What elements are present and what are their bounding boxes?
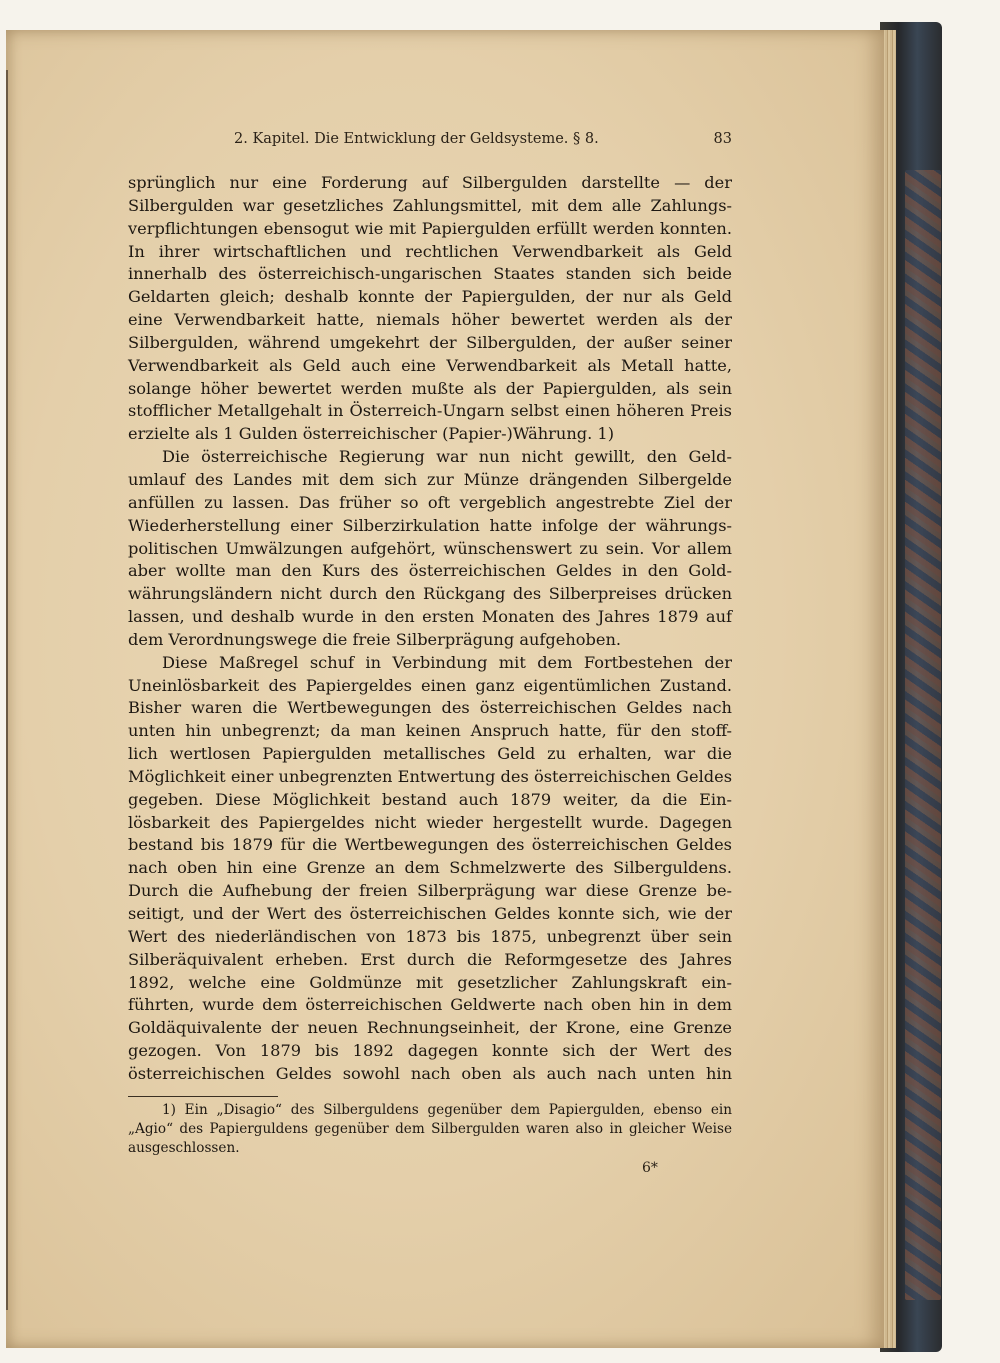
text-line: Diese Maßregel schuf in Verbindung mit dem Fortbestehen der: [162, 652, 732, 672]
marbled-cover: [905, 170, 941, 1300]
text-line: nach oben hin eine Grenze an dem Schmelzwerte des Silberguldens.: [128, 858, 732, 878]
footnote-line: ausgeschlossen.: [128, 1140, 240, 1156]
page-number: 83: [713, 131, 732, 147]
text-line: bestand bis 1879 für die Wertbewegungen des österreichischen Geldes: [128, 835, 732, 855]
text-line: Uneinlösbarkeit des Papiergeldes einen ganz eigentümlichen Zustand.: [128, 675, 732, 695]
text-line: dem Verordnungswege die freie Silberprägung aufgehoben.: [128, 629, 622, 649]
body-text: [128, 172, 732, 1086]
text-line: unten hin unbegrenzt; da man keinen Anspruch hatte, für den stoff-: [128, 721, 732, 741]
text-line: solange höher bewertet werden mußte als der Papiergulden, als sein: [128, 378, 732, 398]
text-line: Geldarten gleich; deshalb konnte der Papiergulden, der nur als Geld: [128, 287, 732, 307]
text-line: politischen Umwälzungen aufgehört, wünschenswert zu sein. Vor allem: [128, 538, 732, 558]
footnote-line: 1) Ein „Disagio“ des Silberguldens gegenüber dem Papiergulden, ebenso ein: [162, 1102, 732, 1118]
footnotes: [128, 1101, 732, 1158]
text-line: In ihrer wirtschaftlichen und rechtlichen Verwendbarkeit als Geld: [128, 241, 732, 261]
running-head: [234, 131, 732, 153]
text-line: Silberäquivalent erheben. Erst durch die Reformgesetze des Jahres: [128, 949, 732, 969]
text-line: umlauf des Landes mit dem sich zur Münze drängenden Silbergelde: [128, 469, 732, 489]
text-line: gegeben. Diese Möglichkeit bestand auch 1879 weiter, da die Ein-: [128, 789, 732, 809]
text-line: 1892, welche eine Goldmünze mit gesetzlicher Zahlungskraft ein-: [128, 972, 732, 992]
text-line: Wiederherstellung einer Silberzirkulation hatte infolge der währungs-: [128, 515, 732, 535]
text-line: währungsländern nicht durch den Rückgang des Silberpreises drücken: [128, 584, 732, 604]
text-line: gezogen. Von 1879 bis 1892 dagegen konnte sich der Wert des: [128, 1041, 732, 1061]
text-line: österreichischen Geldes sowohl nach oben als auch nach unten hin: [128, 1063, 732, 1083]
text-line: Möglichkeit einer unbegrenzten Entwertung des österreichischen Geldes: [128, 766, 732, 786]
text-line: Verwendbarkeit als Geld auch eine Verwendbarkeit als Metall hatte,: [128, 355, 732, 375]
text-line: Die österreichische Regierung war nun nicht gewillt, den Geld-: [162, 447, 732, 467]
text-line: Wert des niederländischen von 1873 bis 1875, unbegrenzt über sein: [128, 926, 732, 946]
text-line: innerhalb des österreichisch-ungarischen Staates standen sich beide: [128, 264, 732, 284]
text-line: Silbergulden war gesetzliches Zahlungsmittel, mit dem alle Zahlungs-: [128, 195, 732, 215]
running-head-title: 2. Kapitel. Die Entwicklung der Geldsysteme. § 8.: [234, 131, 599, 147]
text-line: führten, wurde dem österreichischen Geldwerte nach oben hin in dem: [128, 995, 732, 1015]
text-line: lassen, und deshalb wurde in den ersten Monaten des Jahres 1879 auf: [128, 607, 732, 627]
text-line: eine Verwendbarkeit hatte, niemals höher bewertet werden als der: [128, 310, 732, 330]
binding-edge: [6, 70, 18, 1310]
text-line: sprünglich nur eine Forderung auf Silbergulden darstellte — der: [128, 173, 732, 192]
footnote-line: „Agio“ des Papierguldens gegenüber dem Silbergulden waren also in gleicher Weise: [128, 1121, 732, 1137]
text-line: Bisher waren die Wertbewegungen des österreichischen Geldes nach: [128, 698, 732, 718]
text-line: lösbarkeit des Papiergeldes nicht wieder hergestellt wurde. Dagegen: [128, 812, 732, 832]
text-line: Goldäquivalente der neuen Rechnungseinheit, der Krone, eine Grenze: [128, 1018, 732, 1038]
text-line: lich wertlosen Papiergulden metallisches Geld zu erhalten, war die: [128, 744, 732, 764]
signature-mark: 6*: [642, 1160, 658, 1176]
text-line: Durch die Aufhebung der freien Silberprägung war diese Grenze be-: [128, 881, 732, 901]
text-line: erzielte als 1 Gulden österreichischer (Papier-)Währung. 1): [128, 424, 615, 444]
text-line: seitigt, und der Wert des österreichischen Geldes konnte sich, wie der: [128, 904, 732, 923]
text-line: Silbergulden, während umgekehrt der Silbergulden, der außer seiner: [128, 332, 732, 352]
text-line: anfüllen zu lassen. Das früher so oft vergeblich angestrebte Ziel der: [128, 492, 732, 512]
text-line: verpflichtungen ebensogut wie mit Papiergulden erfüllt werden konnten.: [128, 218, 732, 238]
text-line: aber wollte man den Kurs des österreichischen Geldes in den Gold-: [128, 561, 732, 581]
footnote-divider: [128, 1096, 278, 1097]
text-line: stofflicher Metallgehalt in Österreich-Ungarn selbst einen höheren Preis: [128, 401, 732, 421]
